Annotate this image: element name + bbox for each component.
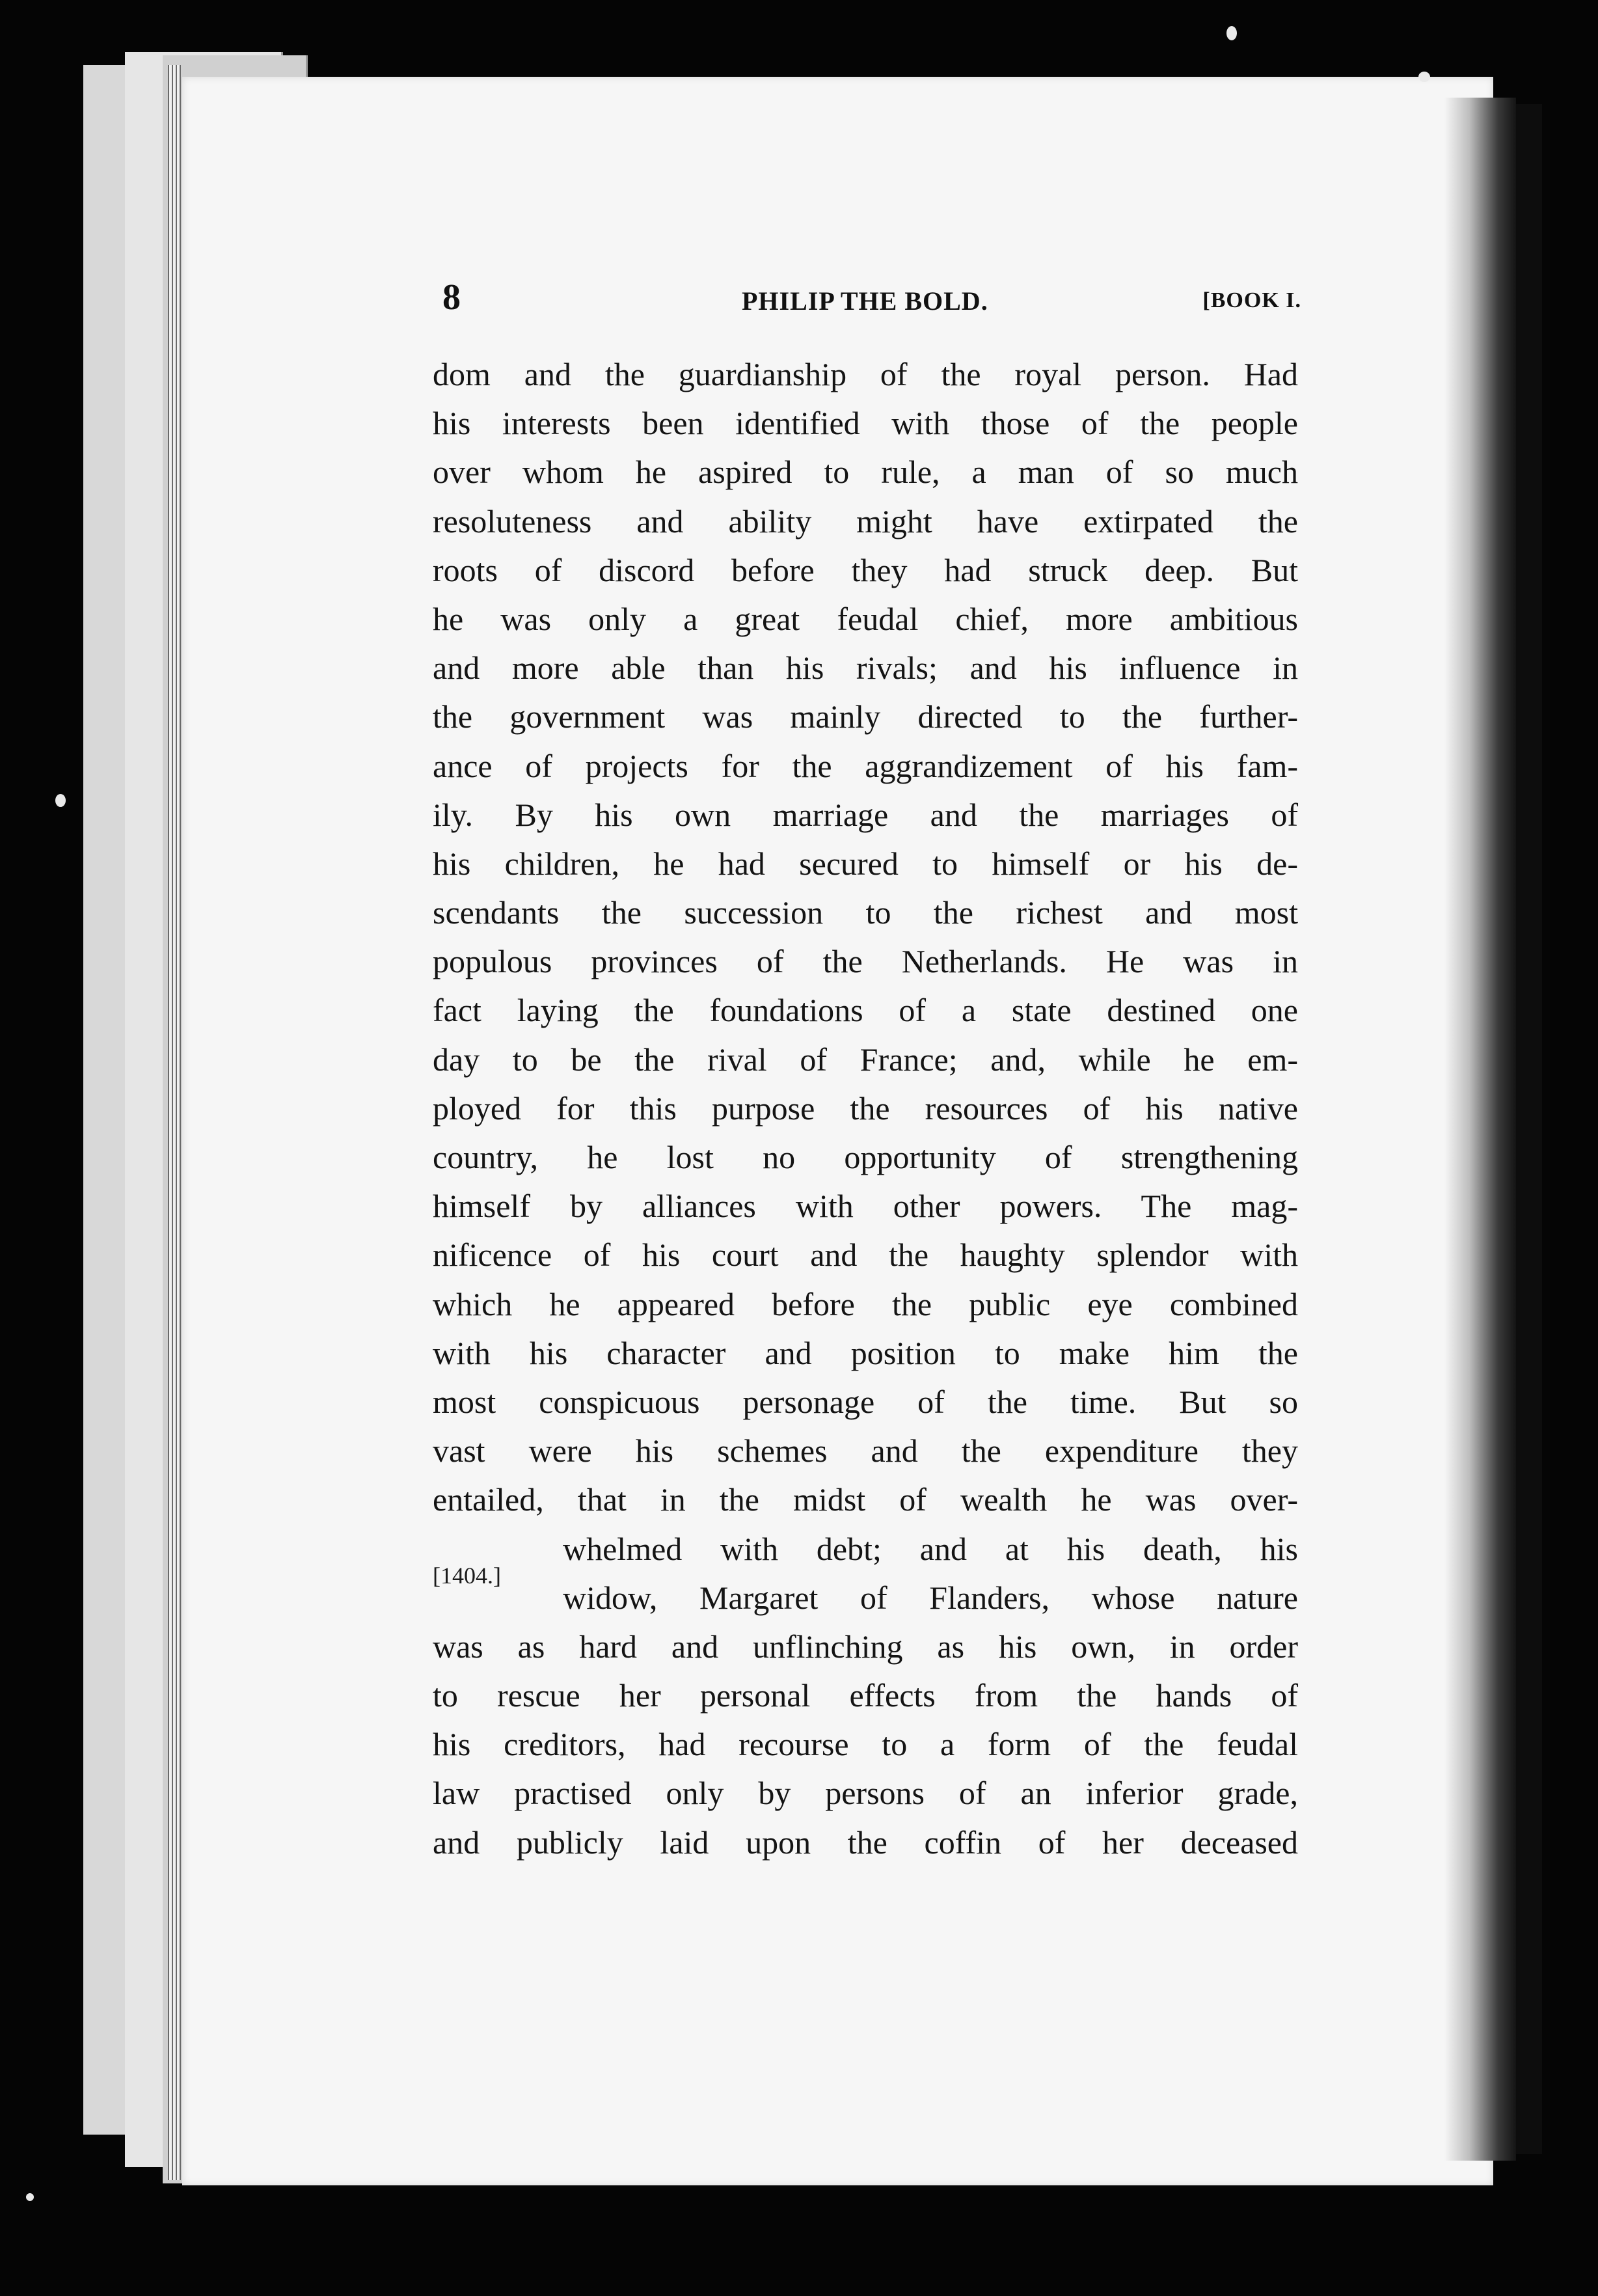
scan-speck bbox=[55, 794, 66, 807]
book-marker: [BOOK I. bbox=[1202, 288, 1301, 312]
text-line: populous provinces of the Netherlands. He was in bbox=[433, 943, 1298, 980]
text-line: law practised only by persons of an inferior grade, bbox=[433, 1775, 1298, 1812]
scan-speck bbox=[1418, 72, 1430, 82]
text-line: ance of projects for the aggrandizement of his fam- bbox=[433, 747, 1298, 784]
running-head: PHILIP THE BOLD. bbox=[742, 286, 988, 316]
text-line: his children, he had secured to himself or his de- bbox=[433, 845, 1298, 882]
text-line: ployed for this purpose the resources of his native bbox=[433, 1089, 1298, 1127]
text-line: whelmed with debt; and at his death, his bbox=[563, 1530, 1298, 1567]
page-gutter-shadow bbox=[1444, 98, 1516, 2161]
page-header bbox=[442, 277, 1314, 322]
text-line: which he appeared before the public eye combined bbox=[433, 1285, 1298, 1322]
page-stack-edges bbox=[168, 65, 181, 2180]
text-line: roots of discord before they had struck deep. But bbox=[433, 551, 1298, 588]
text-line: he was only a great feudal chief, more ambitious bbox=[433, 600, 1298, 637]
text-line: and more able than his rivals; and his influence in bbox=[433, 649, 1298, 687]
text-line: his creditors, had recourse to a form of the feudal bbox=[433, 1726, 1298, 1763]
text-line: widow, Margaret of Flanders, whose nature bbox=[563, 1579, 1298, 1616]
text-line: most conspicuous personage of the time. But so bbox=[433, 1383, 1298, 1420]
text-line: ily. By his own marriage and the marriages of bbox=[433, 796, 1298, 833]
text-line: resoluteness and ability might have extirpated the bbox=[433, 502, 1298, 540]
scan-speck bbox=[1226, 26, 1237, 40]
text-line: his interests been identified with those of the people bbox=[433, 405, 1298, 442]
text-line: scendants the succession to the richest and most bbox=[433, 894, 1298, 931]
text-line: country, he lost no opportunity of strengthening bbox=[433, 1139, 1298, 1175]
binding-strip bbox=[1516, 104, 1542, 2154]
page-number: 8 bbox=[442, 277, 461, 318]
text-line: entailed, that in the midst of wealth he was over- bbox=[433, 1481, 1298, 1518]
text-line: to rescue her personal effects from the hands of bbox=[433, 1677, 1298, 1714]
text-line: himself by alliances with other powers. The mag- bbox=[433, 1188, 1298, 1225]
text-line: day to be the rival of France; and, while he em- bbox=[433, 1041, 1298, 1078]
text-line: with his character and position to make him the bbox=[433, 1334, 1298, 1371]
text-line: fact laying the foundations of a state destined one bbox=[433, 992, 1298, 1029]
text-line: nificence of his court and the haughty splendor with bbox=[433, 1237, 1298, 1274]
scan-speck bbox=[26, 2193, 34, 2201]
text-line: over whom he aspired to rule, a man of so much bbox=[433, 454, 1298, 491]
text-line: and publicly laid upon the coffin of her deceased bbox=[433, 1824, 1298, 1861]
body-text bbox=[433, 350, 1298, 1867]
text-line: was as hard and unflinching as his own, in order bbox=[433, 1628, 1298, 1665]
margin-date-note: [1404.] bbox=[433, 1563, 501, 1589]
text-line: the government was mainly directed to the further- bbox=[433, 698, 1298, 735]
text-line: vast were his schemes and the expenditure they bbox=[433, 1432, 1298, 1469]
text-line: dom and the guardianship of the royal person. Had bbox=[433, 356, 1298, 392]
